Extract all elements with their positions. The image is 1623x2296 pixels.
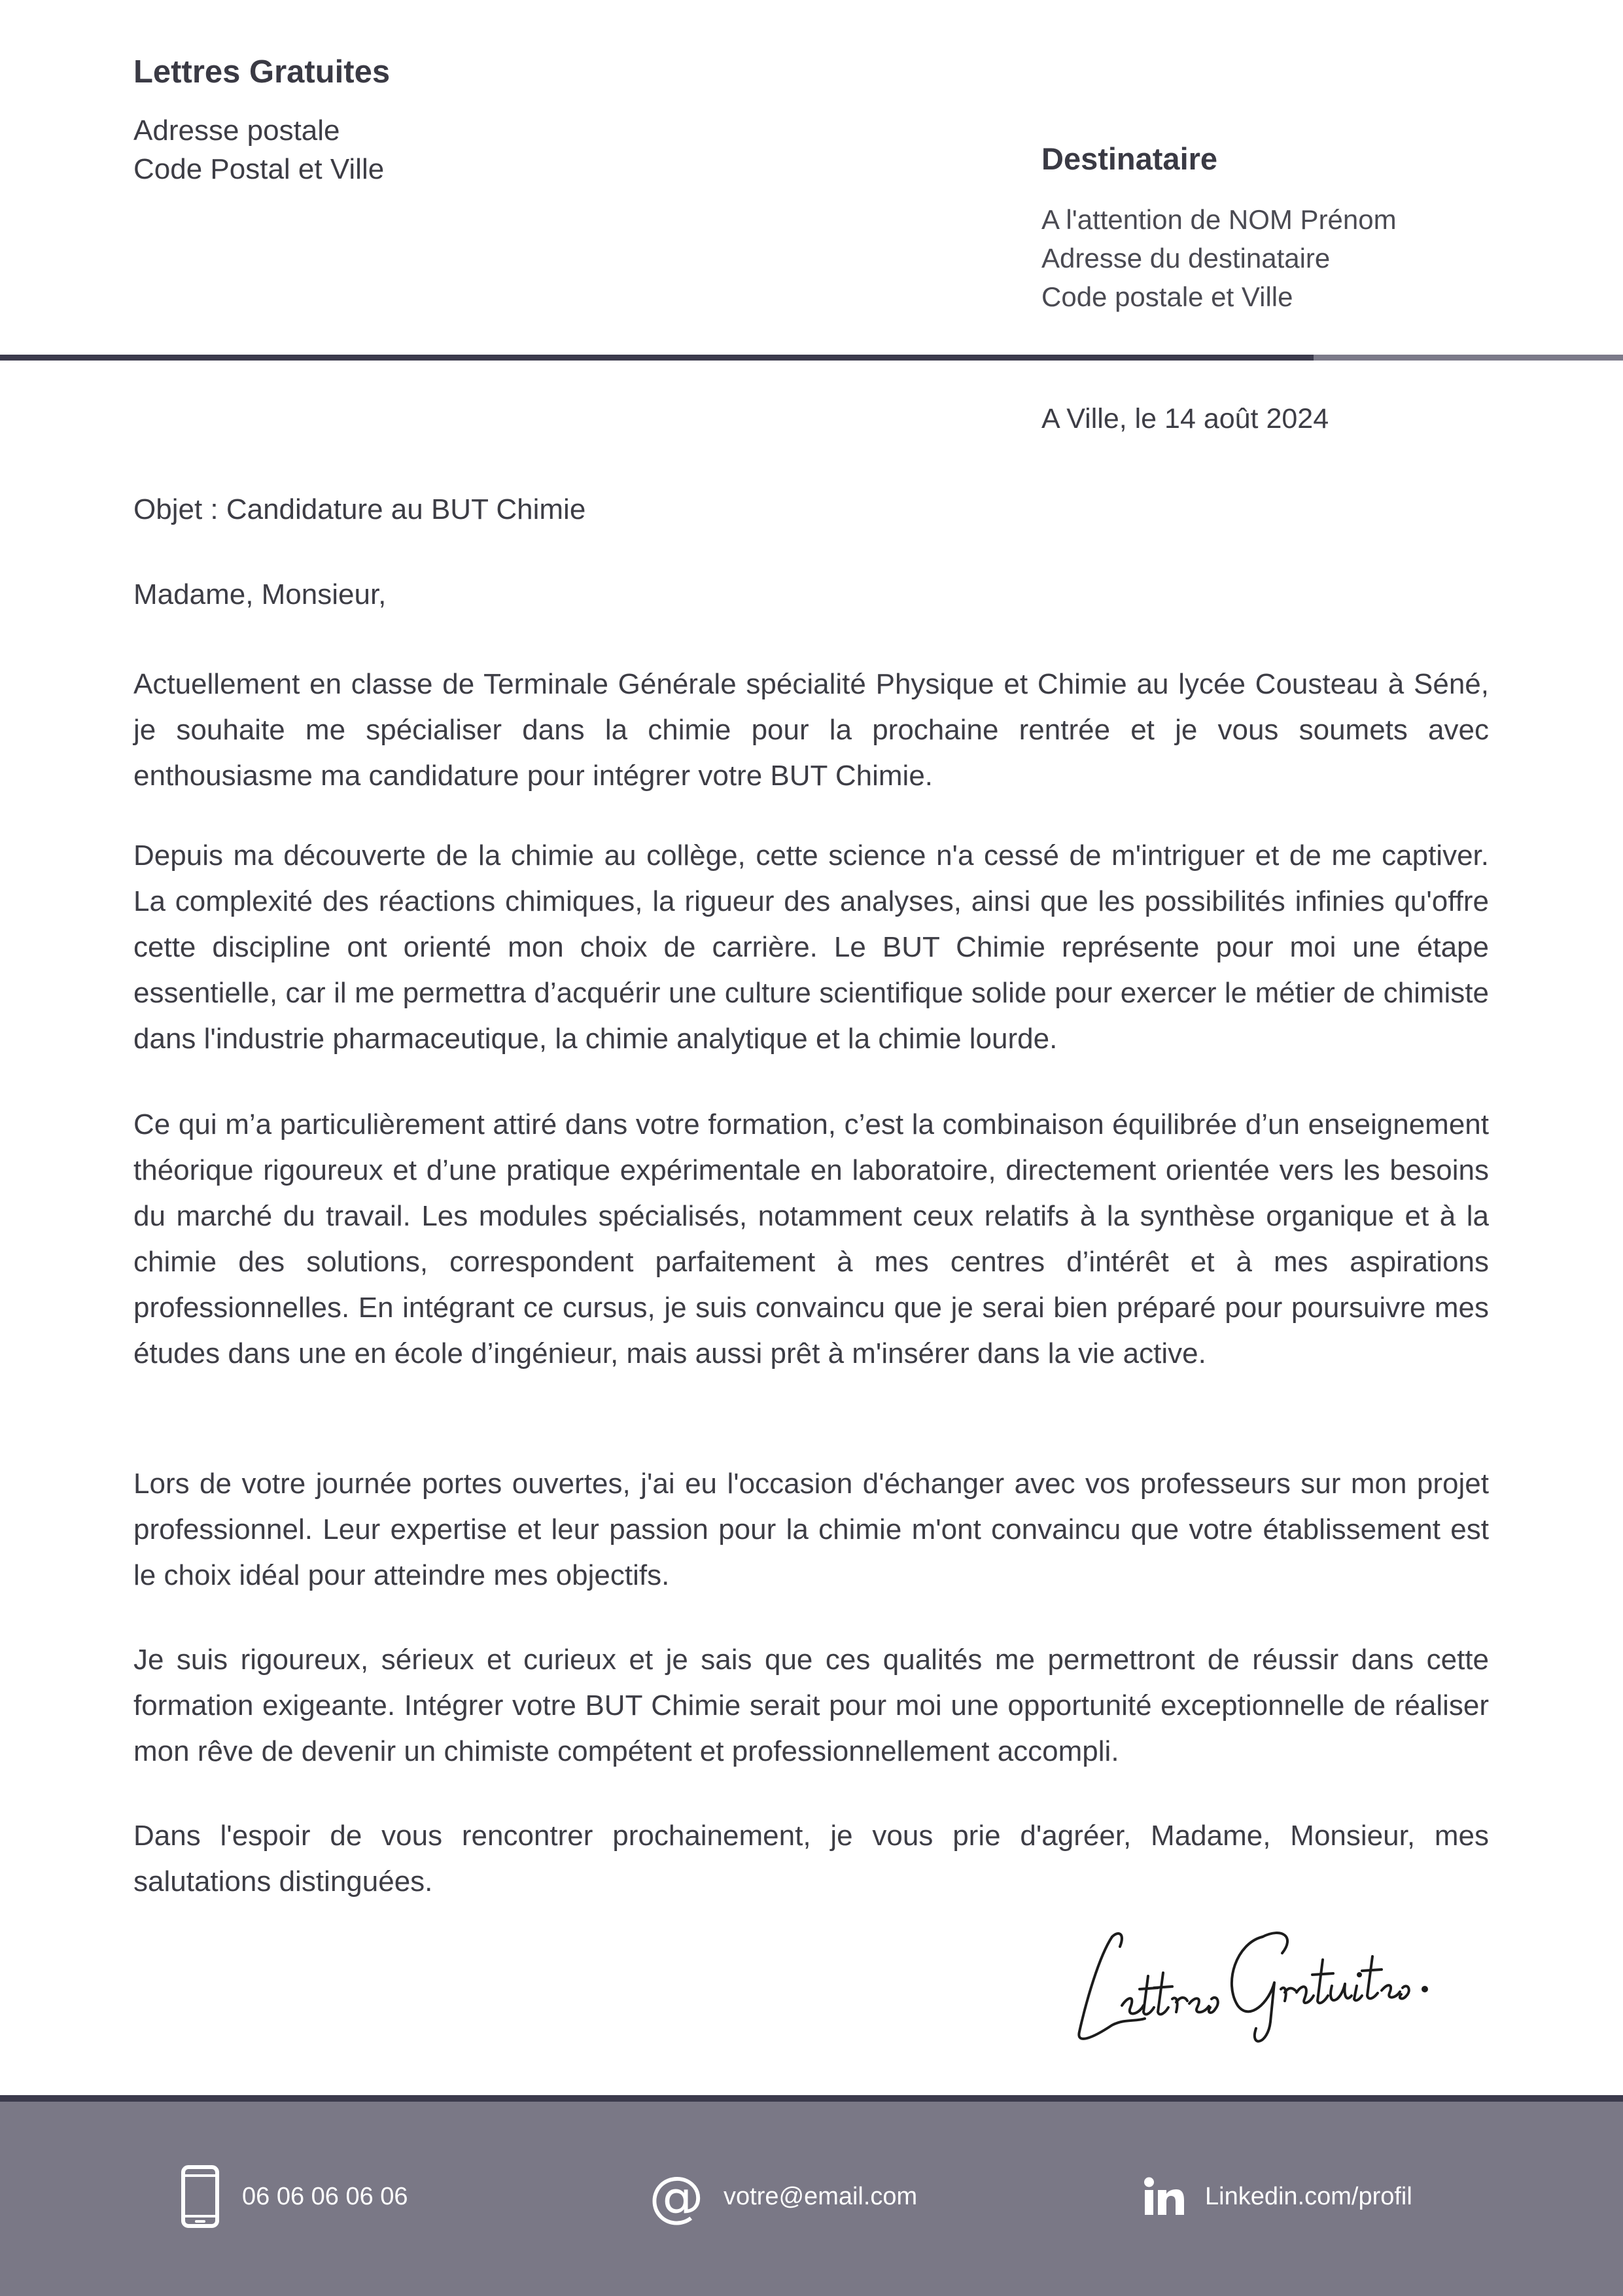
at-icon: @ [649,2164,704,2229]
body-paragraph-3: Ce qui m’a particulièrement attiré dans votre formation, c’est la combinaison équilibrée d’un enseignement théorique rigoureux et d’une pratique expérimentale en laboratoire, directement orientée vers les besoins du marché du travail. Les modules spécialisés, notamment ceux relatifs à la synthèse organique et à la chimie des solutions, correspondent parfaitement à mes centres d’intérêt et à mes aspirations professionnelles. En intégrant ce cursus, je suis convaincu que je serai bien préparé pour poursuivre mes études dans une en école d’ingénieur, mais aussi prêt à m'insérer dans la vie active. [133,1108,1489,1369]
footer-email [649,2161,917,2233]
recipient-city: Code postale et Ville [1041,281,1293,312]
recipient-address-block [1041,200,1397,316]
linkedin-icon [1143,2177,1185,2216]
sender-address-block [133,111,384,188]
sender-city-line: Code Postal et Ville [133,153,385,185]
letter-date: A Ville, le 14 août 2024 [1041,403,1329,434]
body-paragraph-2: Depuis ma découverte de la chimie au collège, cette science n'a cessé de m'intriguer et de me captiver. La complexité des réactions chimiques, la rigueur des analyses, ainsi que les possibilités infinies qu'offre cette discipline ont orienté mon choix de carrière. Le BUT Chimie représente pour moi une étape essentielle, car il me permettra d’acquérir une culture scientifique solide pour exercer le métier de chimiste dans l'industrie pharmaceutique, la chimie analytique et la chimie lourde. [133,839,1489,1055]
linkedin-url[interactable]: Linkedin.com/profil [1205,2182,1412,2210]
footer-top-line [0,2095,1623,2102]
body-paragraph-6: Dans l'espoir de vous rencontrer prochainement, je vous prie d'agréer, Madame, Monsieur, mes salutations distinguées. [133,1820,1489,1898]
recipient-address: Adresse du destinataire [1041,243,1331,274]
header-divider-light [1314,355,1623,361]
signature-image [1066,1891,1446,2055]
phone-number[interactable]: 06 06 06 06 06 [242,2182,408,2210]
footer-phone [181,2161,408,2233]
letter-subject: Objet : Candidature au BUT Chimie [133,493,586,525]
body-paragraph-1: Actuellement en classe de Terminale Générale spécialité Physique et Chimie au lycée Cousteau à Séné, je souhaite me spécialiser dans la chimie pour la prochaine rentrée et je vous soumets avec enthousiasme ma candidature pour intégrer votre BUT Chimie. [133,668,1489,792]
footer-linkedin [1143,2161,1412,2233]
letter-salutation: Madame, Monsieur, [133,578,387,610]
recipient-attention: A l'attention de NOM Prénom [1041,204,1397,235]
sender-name: Lettres Gratuites [133,54,391,90]
footer-bar [0,2095,1623,2296]
email-address[interactable]: votre@email.com [724,2182,918,2210]
phone-icon [181,2165,220,2228]
header-divider-dark [0,355,1314,361]
body-paragraph-4: Lors de votre journée portes ouvertes, j'ai eu l'occasion d'échanger avec vos professeurs sur mon projet professionnel. Leur expertise et leur passion pour la chimie m'ont convaincu que votre établissement est le choix idéal pour atteindre mes objectifs. [133,1468,1489,1591]
recipient-title: Destinataire [1041,141,1218,176]
body-paragraph-5: Je suis rigoureux, sérieux et curieux et je sais que ces qualités me permettront de réussir dans cette formation exigeante. Intégrer votre BUT Chimie serait pour moi une opportunité exceptionnelle de réaliser mon rêve de devenir un chimiste compétent et professionnellement accompli. [133,1644,1489,1767]
sender-address-line: Adresse postale [133,115,340,147]
